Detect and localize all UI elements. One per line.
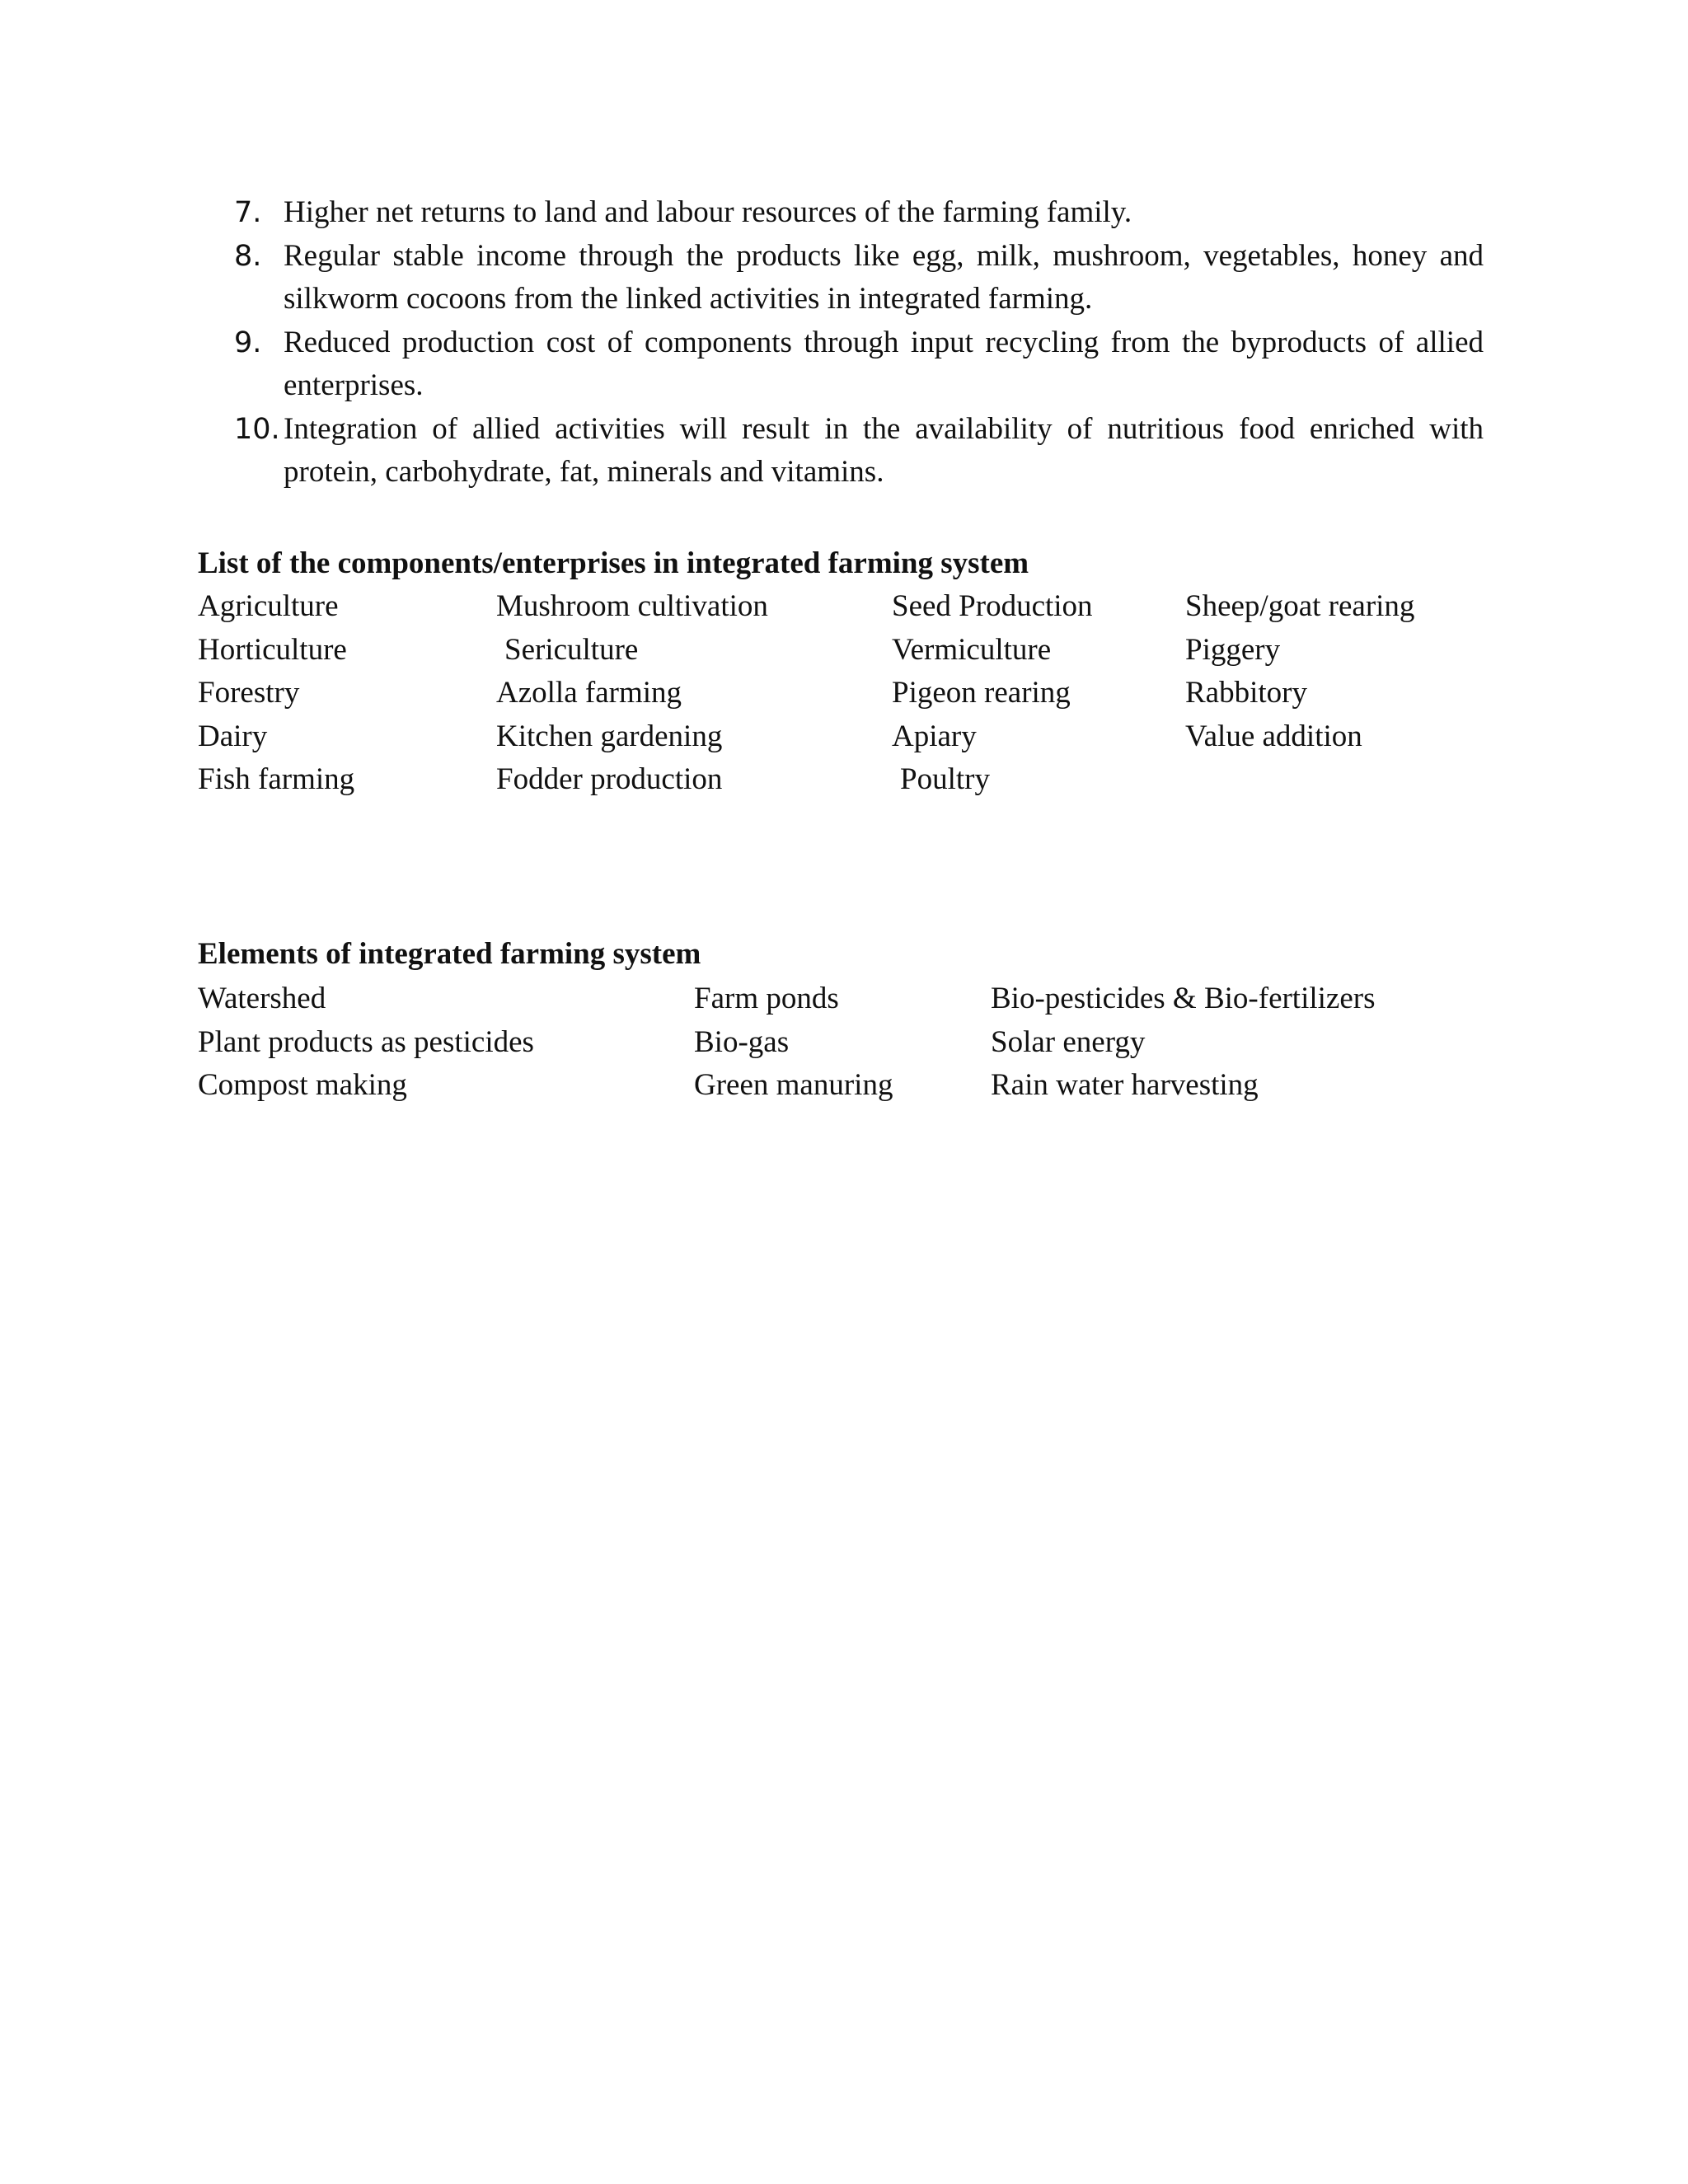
table-cell: Poultry [900, 762, 990, 796]
table-cell: Rabbitory [1185, 676, 1307, 710]
list-item-text: Reduced production cost of components through input recycling from the byproducts of allied enterprises. [284, 325, 1484, 402]
table-cell: Dairy [198, 719, 268, 753]
list-item-number: 9. [234, 326, 262, 359]
table-cell: Seed Production [892, 589, 1093, 623]
table-cell: Apiary [892, 719, 977, 753]
table-cell: Vermiculture [892, 632, 1052, 667]
table-cell: Rain water harvesting [991, 1068, 1259, 1102]
table-cell: Piggery [1185, 632, 1281, 667]
table-cell: Solar energy [991, 1024, 1146, 1059]
components-heading: List of the components/enterprises in integrated farming system [198, 546, 1029, 580]
table-cell: Value addition [1185, 719, 1362, 753]
list-item-text: Higher net returns to land and labour resources of the farming family. [284, 195, 1132, 229]
table-cell: Horticulture [198, 632, 347, 667]
list-item-text: Integration of allied activities will result in the availability of nutritious food enriched with protein, carbohydrate, fat, minerals and vitamins. [284, 411, 1484, 489]
list-item [198, 191, 1484, 235]
table-cell: Plant products as pesticides [198, 1024, 534, 1059]
table-cell: Mushroom cultivation [496, 589, 768, 623]
advantages-list [198, 191, 1484, 494]
table-cell: Fish farming [198, 762, 355, 796]
elements-heading: Elements of integrated farming system [198, 937, 701, 971]
table-cell: Bio-gas [694, 1024, 790, 1059]
list-item-number: 10. [234, 412, 280, 446]
table-cell: Farm ponds [694, 982, 839, 1015]
table-cell: Compost making [198, 1068, 407, 1102]
table-cell: Sericulture [504, 632, 639, 667]
table-cell: Pigeon rearing [892, 676, 1071, 710]
table-cell: Forestry [198, 676, 300, 710]
list-item-number: 8. [234, 239, 262, 273]
table-cell: Fodder production [496, 762, 723, 796]
table-cell: Green manuring [694, 1068, 893, 1102]
table-cell: Sheep/goat rearing [1185, 589, 1415, 623]
list-item [198, 235, 1484, 321]
list-item [198, 408, 1484, 494]
table-cell: Azolla farming [496, 676, 682, 710]
list-item [198, 321, 1484, 408]
list-item-text: Regular stable income through the products like egg, milk, mushroom, vegetables, honey and silkworm cocoons from the linked activities in integrated farming. [284, 238, 1484, 316]
table-cell: Kitchen gardening [496, 719, 723, 753]
table-cell: Watershed [198, 982, 326, 1015]
list-item-number: 7. [234, 196, 262, 229]
table-cell: Agriculture [198, 589, 339, 623]
table-cell: Bio-pesticides & Bio-fertilizers [991, 982, 1376, 1015]
